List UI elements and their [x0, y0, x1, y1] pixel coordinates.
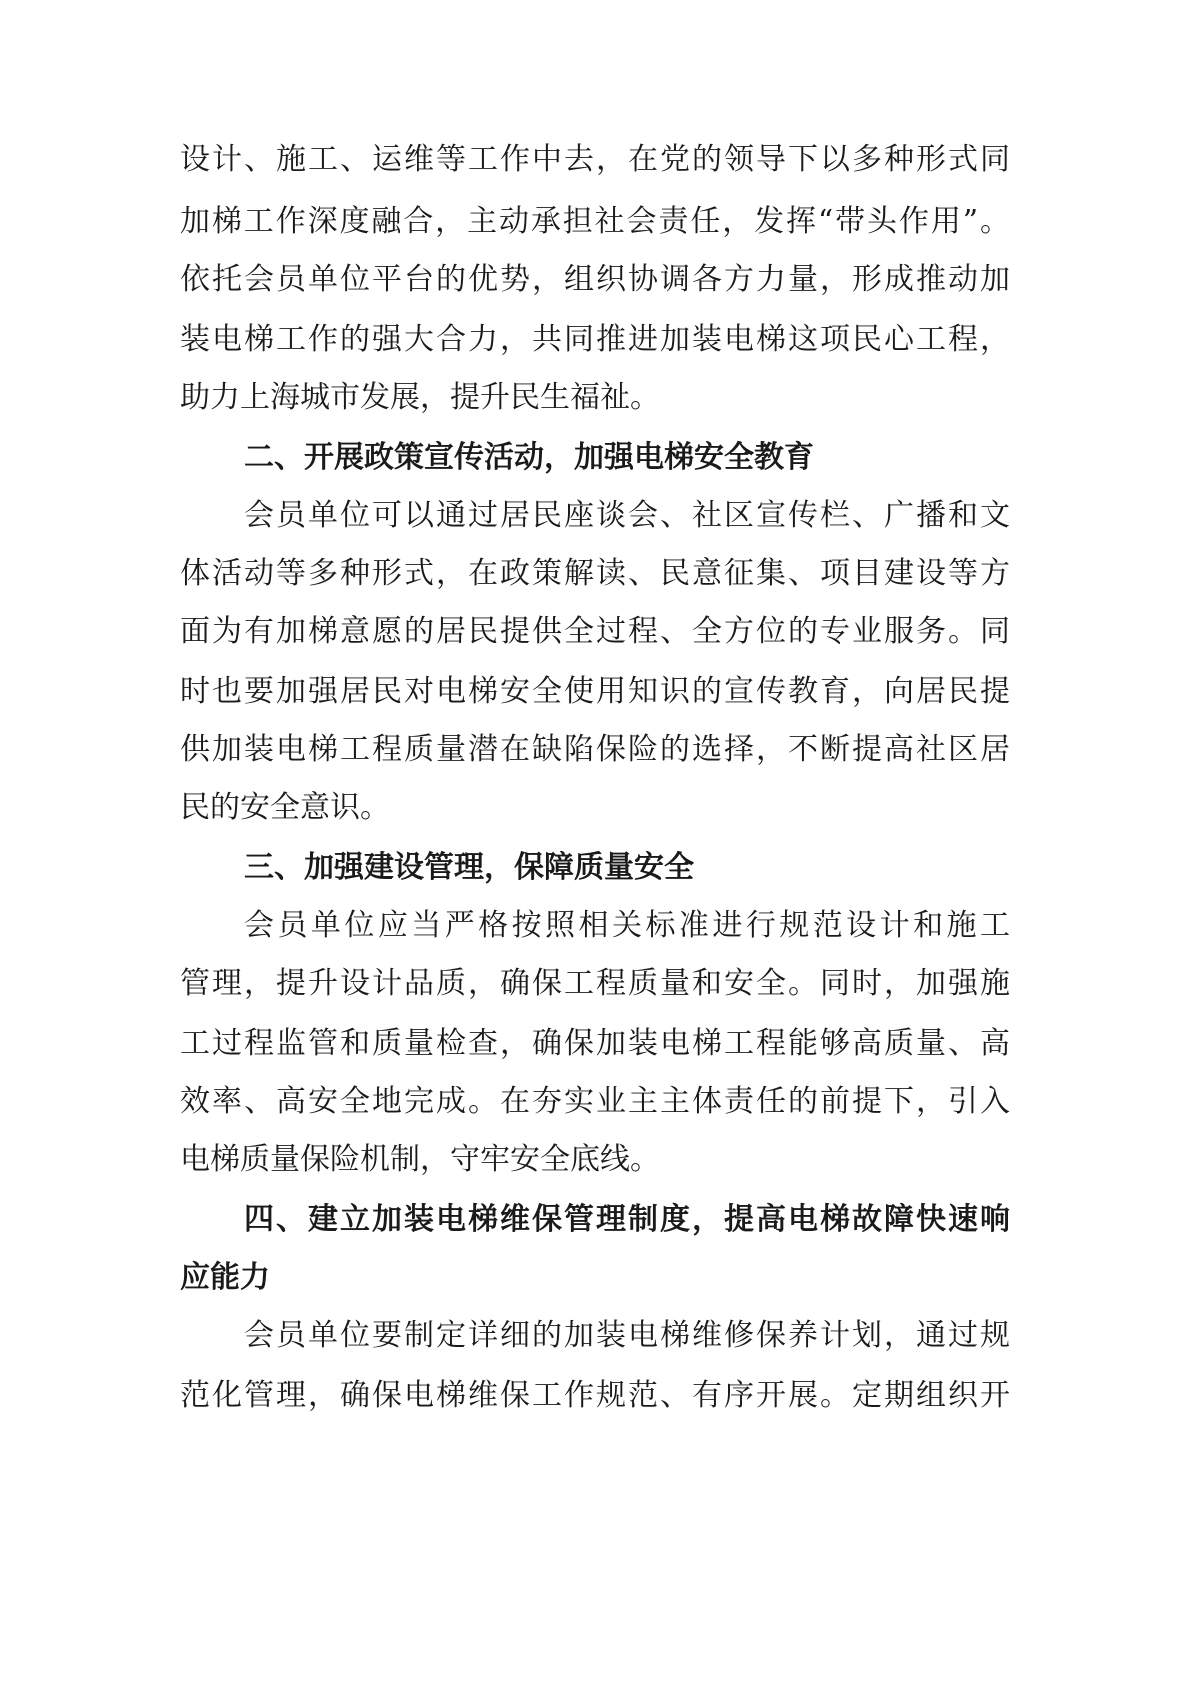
paragraph-line: 民的安全意识。 [180, 790, 390, 825]
paragraph-line: 时也要加强居民对电梯安全使用知识的宣传教育，向居民提 [180, 674, 1010, 709]
paragraph-line: 会员单位可以通过居民座谈会、社区宣传栏、广播和文 [244, 498, 1010, 533]
paragraph-line: 体活动等多种形式，在政策解读、民意征集、项目建设等方 [180, 556, 1010, 591]
paragraph-line: 面为有加梯意愿的居民提供全过程、全方位的专业服务。同 [180, 614, 1010, 649]
paragraph-line: 工过程监管和质量检查，确保加装电梯工程能够高质量、高 [180, 1026, 1010, 1061]
section-heading: 四、建立加装电梯维保管理制度，提高电梯故障快速响 [244, 1202, 1010, 1237]
paragraph-line: 管理，提升设计品质，确保工程质量和安全。同时，加强施 [180, 966, 1010, 1001]
section-heading: 三、加强建设管理，保障质量安全 [244, 850, 694, 885]
paragraph-line: 依托会员单位平台的优势，组织协调各方力量，形成推动加 [180, 262, 1010, 297]
section-heading: 二、开展政策宣传活动，加强电梯安全教育 [244, 440, 814, 475]
paragraph-line: 效率、高安全地完成。在夯实业主主体责任的前提下，引入 [180, 1084, 1010, 1119]
section-heading-continuation: 应能力 [180, 1260, 270, 1295]
paragraph-line: 会员单位要制定详细的加装电梯维修保养计划，通过规 [244, 1318, 1010, 1353]
paragraph-line: 助力上海城市发展，提升民生福祉。 [180, 380, 660, 415]
paragraph-line: 电梯质量保险机制，守牢安全底线。 [180, 1142, 660, 1177]
paragraph-line: 装电梯工作的强大合力，共同推进加装电梯这项民心工程， [180, 322, 1010, 357]
paragraph-line: 范化管理，确保电梯维保工作规范、有序开展。定期组织开 [180, 1378, 1010, 1413]
paragraph-line: 加梯工作深度融合，主动承担社会责任，发挥“带头作用”。 [180, 204, 1010, 239]
paragraph-line: 设计、施工、运维等工作中去，在党的领导下以多种形式同 [180, 142, 1010, 177]
paragraph-line: 供加装电梯工程质量潜在缺陷保险的选择，不断提高社区居 [180, 732, 1010, 767]
paragraph-line: 会员单位应当严格按照相关标准进行规范设计和施工 [244, 908, 1010, 943]
